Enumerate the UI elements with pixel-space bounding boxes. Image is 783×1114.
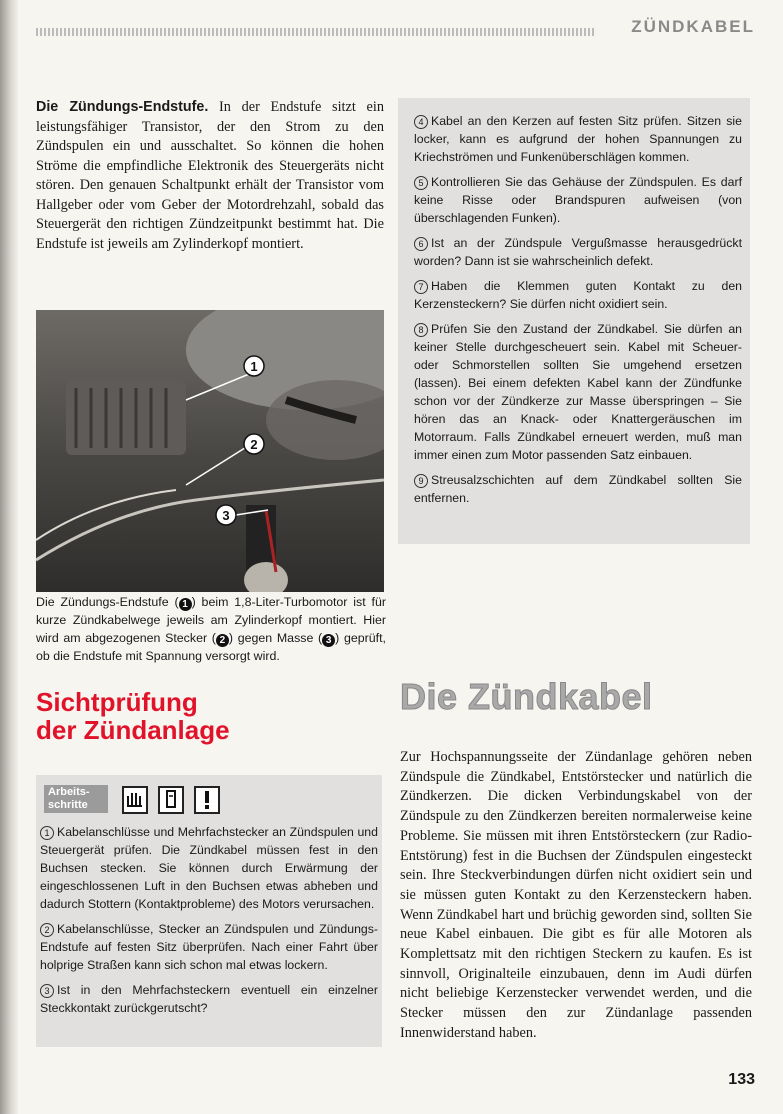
caption-part: ) gegen Masse ( [228, 631, 323, 645]
step-number: 9 [414, 474, 428, 488]
photo-caption [36, 593, 386, 665]
section-title [36, 688, 230, 744]
step-item [40, 823, 378, 913]
page-number: 133 [728, 1071, 755, 1088]
book-spine-shadow [0, 0, 18, 1114]
step-text: Haben die Klemmen guten Kontakt zu den Kerzensteckern? Sie dürfen nicht oxidiert sein. [414, 279, 742, 311]
step-number: 5 [414, 176, 428, 190]
intro-paragraph [36, 98, 384, 254]
step-number: 2 [40, 923, 54, 937]
main-title: Die Zündkabel [400, 676, 653, 717]
main-body: Zur Hochspannungsseite der Zündanlage gehören neben Zündspule die Zündkabel, Entstörstecker und natürlich die Zündkerzen. Die dicken Verbindungskabel von der Zündspule zu den Zündkerzen bereiten normalerweise keine Probleme. Sie müssen mit ihren Entstörsteckern (zur Radio-Entstörung) fest in die Buchsen der Zündspulen eingesteckt sein. Ihre Steckverbindungen dürfen nicht oxidiert sein und sie müssen guten Kontakt zu den Kerzensteckern haben. Wenn Zündkabel hart und brüchig geworden sind, sollten Sie neue Kabel einbauen. Die gibt es für alle Motoren als Komplettsatz mit den richtigen Steckern zu kaufen. Es ist sinnvoll, Originalteile einzubauen, denn im Audi dürfen nicht beliebige Kerzenstecker verwendet werden, und die Stecker müssen den zur Zündanlage passenden Innenwiderstand haben. [400, 749, 752, 1041]
engine-photo [36, 310, 384, 592]
step-text: Ist in den Mehrfachsteckern eventuell ein einzelner Steckkontakt zurückgerutscht? [40, 983, 378, 1015]
step-text: Kabel an den Kerzen auf festen Sitz prüfen. Sitzen sie locker, kann es aufgrund der hohen Spannungen zu Kriechströmen und Funkenüberschlägen kommen. [414, 114, 742, 164]
step-text: Prüfen Sie den Zustand der Zündkabel. Sie dürfen an keiner Stelle durchgescheuert sein. Kabel mit Scheuer- oder Schmorstellen sollten Sie umgehend ersetzen (lassen). Bei einem defekten Kabel kann der Zündfunke schon vor der Zündkerze zur Masse überspringen – Sie hören das an Knack- oder Knattergeräuschen im Motorraum. Falls Zündkabel erneuert werden, muß man immer einen zum Motor passenden Satz einbauen. [414, 322, 742, 462]
photo-marker-1-label: 1 [250, 359, 258, 374]
step-item [40, 920, 378, 974]
step-text: Ist an der Zündspule Vergußmasse herausgedrückt worden? Dann ist sie wahrscheinlich defekt. [414, 236, 742, 268]
step-number: 8 [414, 323, 428, 337]
warning-icon [194, 786, 220, 814]
bulb-icon [158, 786, 184, 814]
section-title-line1: Sichtprüfung [36, 687, 198, 717]
caption-part: ) geprüft, ob die Endstufe mit Spannung versorgt wird. [36, 631, 386, 663]
work-steps-box [36, 775, 382, 1047]
step-text: Kabelanschlüsse, Stecker an Zündspulen und Zündungs-Endstufe auf festen Sitz überprüfen. Nach einer Fahrt über holprige Straßen kann sich schon mal etwas lockern. [40, 922, 378, 972]
caption-part: ) beim 1,8-Liter-Turbomotor ist für kurze Zündkabelwege jeweils am Zylinderkopf montiert. Hier wird am abgezogenen Stecker ( [36, 595, 386, 645]
step-number: 6 [414, 237, 428, 251]
step-text: Kontrollieren Sie das Gehäuse der Zündspulen. Es darf keine Risse oder Brandspuren aufweisen (von überschlagenden Funken). [414, 175, 742, 225]
running-head: ZÜNDKABEL [631, 17, 755, 36]
inspection-steps-box [398, 98, 750, 544]
step-item [40, 981, 378, 1017]
intro-text: In der Endstufe sitzt ein leistungsfähiger Transistor, der den Strom zu den Zündspulen ein und ausschaltet. So können die hohen Ströme die empfindliche Elektronik des Steuergeräts nicht stören. Den genauen Schaltpunkt erhält der Transistor vom Hallgeber oder vom Geber der Motordrehzahl, sobald das Steuergerät den richtigen Zündzeitpunkt bestimmt hat. Die Endstufe ist jeweils am Zylinderkopf montiert. [36, 99, 384, 252]
photo-marker-3-label: 3 [222, 508, 230, 523]
step-item [414, 112, 742, 166]
step-item [414, 320, 742, 464]
caption-number-2: 2 [216, 634, 229, 647]
caption-number-1: 1 [179, 598, 192, 611]
work-steps-list [36, 823, 382, 1024]
step-number: 3 [40, 984, 54, 998]
step-item [414, 234, 742, 270]
section-title-line2: der Zündanlage [36, 715, 230, 745]
step-item [414, 471, 742, 507]
photo-marker-2-label: 2 [250, 437, 258, 452]
step-text: Streusalzschichten auf dem Zündkabel sollten Sie entfernen. [414, 473, 742, 505]
caption-number-3: 3 [322, 634, 335, 647]
step-number: 1 [40, 826, 54, 840]
step-text: Kabelanschlüsse und Mehrfachstecker an Zündspulen und Steuergerät prüfen. Die Zündkabel müssen fest in den Buchsen stecken. Sie können durch Erwärmung der eingeschlossenen Luft in den Buchsen etwas abheben und dadurch Stottern (Kontaktprobleme) des Motors verursachen. [40, 825, 378, 911]
intro-lead: Die Zündungs-Endstufe. [36, 99, 209, 115]
caption-part: Die Zündungs-Endstufe ( [36, 595, 179, 609]
step-number: 4 [414, 115, 428, 129]
running-head-rule [36, 28, 596, 36]
step-item [414, 277, 742, 313]
hand-tool-icon [122, 786, 148, 814]
step-number: 7 [414, 280, 428, 294]
work-steps-label: Arbeits-schritte [44, 785, 108, 813]
step-item [414, 173, 742, 227]
